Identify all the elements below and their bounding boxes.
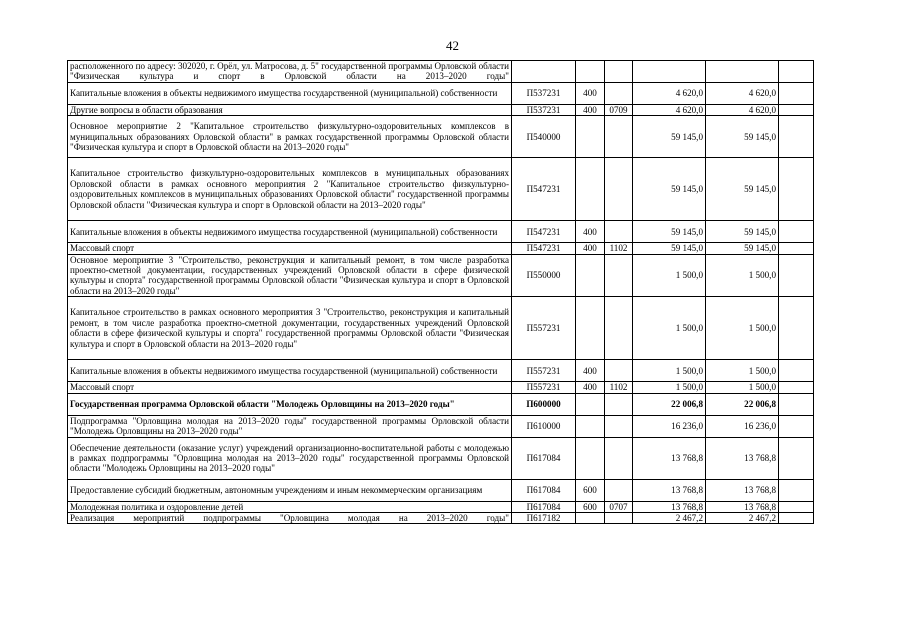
row-expense-type bbox=[576, 437, 605, 479]
row-name: Капитальные вложения в объекты недвижимого имущества государственной (муниципальной) собственности bbox=[68, 221, 512, 243]
table-row bbox=[68, 513, 814, 524]
row-expense-type: 400 bbox=[576, 243, 605, 254]
row-amount-2: 1 500,0 bbox=[706, 382, 779, 393]
row-section bbox=[605, 82, 633, 104]
row-extra bbox=[779, 243, 814, 254]
row-expense-type bbox=[576, 393, 605, 415]
row-amount-1: 4 620,0 bbox=[633, 104, 706, 115]
row-amount-1: 1 500,0 bbox=[633, 360, 706, 382]
row-name: Массовый спорт bbox=[68, 243, 512, 254]
row-code: П610000 bbox=[512, 415, 576, 437]
row-section bbox=[605, 415, 633, 437]
table-row bbox=[68, 437, 814, 479]
row-name: расположенного по адресу: 302020, г. Орёл, ул. Матросова, д. 5" государственной программы Орловской области "Физическая культура и спорт в Орловской области на 2013–2020 годы" bbox=[68, 61, 512, 83]
table-row bbox=[68, 393, 814, 415]
row-code: П557231 bbox=[512, 382, 576, 393]
row-amount-2: 59 145,0 bbox=[706, 116, 779, 158]
row-expense-type bbox=[576, 254, 605, 297]
row-extra bbox=[779, 104, 814, 115]
row-amount-1: 13 768,8 bbox=[633, 501, 706, 512]
row-extra bbox=[779, 382, 814, 393]
row-amount-2: 16 236,0 bbox=[706, 415, 779, 437]
row-amount-1: 13 768,8 bbox=[633, 437, 706, 479]
row-amount-1: 22 006,8 bbox=[633, 393, 706, 415]
row-amount-2: 13 768,8 bbox=[706, 501, 779, 512]
row-expense-type: 400 bbox=[576, 360, 605, 382]
row-expense-type bbox=[576, 116, 605, 158]
row-code: П537231 bbox=[512, 82, 576, 104]
row-amount-2: 59 145,0 bbox=[706, 158, 779, 221]
table-row bbox=[68, 158, 814, 221]
row-expense-type bbox=[576, 513, 605, 524]
row-name: Реализация мероприятий подпрограммы "Орловщина молодая на 2013–2020 годы" bbox=[68, 513, 512, 524]
page-number: 42 bbox=[446, 38, 459, 53]
row-code: П617084 bbox=[512, 501, 576, 512]
row-amount-1: 2 467,2 bbox=[633, 513, 706, 524]
row-extra bbox=[779, 61, 814, 83]
row-section bbox=[605, 254, 633, 297]
row-expense-type: 400 bbox=[576, 82, 605, 104]
row-code: П540000 bbox=[512, 116, 576, 158]
row-section bbox=[605, 393, 633, 415]
row-name: Капитальное строительство в рамках основного мероприятия 3 "Строительство, реконструкция и капитальный ремонт, в том числе разработка проектно-сметной документации, государственных учреждений Орловской области в сфере физической культуры и спорта" государственной программы Орловской области "Физическая культура и спорт в Орловской области на 2013–2020 годы" bbox=[68, 297, 512, 360]
row-name: Другие вопросы в области образования bbox=[68, 104, 512, 115]
table-row bbox=[68, 415, 814, 437]
table-row bbox=[68, 254, 814, 297]
row-expense-type bbox=[576, 61, 605, 83]
row-amount-2: 13 768,8 bbox=[706, 437, 779, 479]
row-extra bbox=[779, 415, 814, 437]
row-extra bbox=[779, 501, 814, 512]
row-extra bbox=[779, 254, 814, 297]
row-amount-1: 59 145,0 bbox=[633, 221, 706, 243]
row-amount-2: 1 500,0 bbox=[706, 254, 779, 297]
row-code: П547231 bbox=[512, 221, 576, 243]
row-amount-1: 1 500,0 bbox=[633, 382, 706, 393]
row-amount-1: 59 145,0 bbox=[633, 116, 706, 158]
row-name: Капитальные вложения в объекты недвижимого имущества государственной (муниципальной) собственности bbox=[68, 82, 512, 104]
row-code: П547231 bbox=[512, 243, 576, 254]
row-code: П617084 bbox=[512, 437, 576, 479]
row-extra bbox=[779, 116, 814, 158]
row-expense-type: 600 bbox=[576, 501, 605, 512]
row-section bbox=[605, 221, 633, 243]
row-amount-2: 22 006,8 bbox=[706, 393, 779, 415]
row-code: П600000 bbox=[512, 393, 576, 415]
row-name: Обеспечение деятельности (оказание услуг) учреждений организационно-воспитательной работы с молодежью в рамках подпрограммы "Орловщина молодая на 2013–2020 годы" государственной программы Орловской области "Молодежь Орловщины на 2013–2020 годы" bbox=[68, 437, 512, 479]
table-row bbox=[68, 479, 814, 501]
row-name: Государственная программа Орловской области "Молодежь Орловщины на 2013–2020 годы" bbox=[68, 393, 512, 415]
table-row bbox=[68, 116, 814, 158]
table-row bbox=[68, 61, 814, 83]
row-amount-2: 4 620,0 bbox=[706, 82, 779, 104]
table-row bbox=[68, 297, 814, 360]
row-expense-type: 400 bbox=[576, 382, 605, 393]
table-row bbox=[68, 360, 814, 382]
row-amount-1: 1 500,0 bbox=[633, 254, 706, 297]
row-extra bbox=[779, 82, 814, 104]
row-expense-type bbox=[576, 158, 605, 221]
row-name: Молодежная политика и оздоровление детей bbox=[68, 501, 512, 512]
row-section bbox=[605, 116, 633, 158]
row-amount-1: 59 145,0 bbox=[633, 243, 706, 254]
row-amount-2: 2 467,2 bbox=[706, 513, 779, 524]
row-section bbox=[605, 61, 633, 83]
table-row bbox=[68, 221, 814, 243]
row-extra bbox=[779, 221, 814, 243]
budget-table bbox=[67, 60, 814, 524]
row-code: П557231 bbox=[512, 360, 576, 382]
row-name: Подпрограмма "Орловщина молодая на 2013–2020 годы" государственной программы Орловской области "Молодежь Орловщины на 2013–2020 годы" bbox=[68, 415, 512, 437]
row-name: Капитальное строительство физкультурно-оздоровительных комплексов в муниципальных образованиях Орловской области в рамках основного мероприятия 2 "Капитальное строительство физкультурно-оздоровительных комплексов в муниципальных образованиях Орловской области" государственной программы Орловской области "Физическая культура и спорт в Орловской области на 2013–2020 годы" bbox=[68, 158, 512, 221]
row-code bbox=[512, 61, 576, 83]
row-code: П617182 bbox=[512, 513, 576, 524]
row-section bbox=[605, 360, 633, 382]
row-section: 0709 bbox=[605, 104, 633, 115]
row-section bbox=[605, 437, 633, 479]
row-amount-2: 59 145,0 bbox=[706, 221, 779, 243]
row-name: Капитальные вложения в объекты недвижимого имущества государственной (муниципальной) собственности bbox=[68, 360, 512, 382]
row-code: П550000 bbox=[512, 254, 576, 297]
row-section bbox=[605, 297, 633, 360]
row-expense-type bbox=[576, 297, 605, 360]
row-extra bbox=[779, 360, 814, 382]
table-row bbox=[68, 243, 814, 254]
row-name: Основное мероприятие 3 "Строительство, реконструкция и капитальный ремонт, в том числе разработка проектно-сметной документации, государственных учреждений Орловской области в сфере физической культуры и спорта" государственной программы Орловской области "Физическая культура и спорт в Орловской области на 2013–2020 годы" bbox=[68, 254, 512, 297]
row-code: П557231 bbox=[512, 297, 576, 360]
row-expense-type bbox=[576, 415, 605, 437]
row-name: Предоставление субсидий бюджетным, автономным учреждениям и иным некоммерческим организациям bbox=[68, 479, 512, 501]
row-amount-1 bbox=[633, 61, 706, 83]
row-extra bbox=[779, 513, 814, 524]
row-section bbox=[605, 158, 633, 221]
row-extra bbox=[779, 437, 814, 479]
row-amount-2 bbox=[706, 61, 779, 83]
row-name: Основное мероприятие 2 "Капитальное строительство физкультурно-оздоровительных комплексов в муниципальных образованиях Орловской области" в рамках государственной программы Орловской области "Физическая культура и спорт в Орловской области на 2013–2020 годы" bbox=[68, 116, 512, 158]
row-amount-1: 1 500,0 bbox=[633, 297, 706, 360]
row-amount-2: 1 500,0 bbox=[706, 297, 779, 360]
row-amount-2: 4 620,0 bbox=[706, 104, 779, 115]
table-row bbox=[68, 82, 814, 104]
row-code: П547231 bbox=[512, 158, 576, 221]
row-amount-1: 59 145,0 bbox=[633, 158, 706, 221]
row-amount-2: 59 145,0 bbox=[706, 243, 779, 254]
row-section bbox=[605, 479, 633, 501]
row-expense-type: 400 bbox=[576, 104, 605, 115]
table-row bbox=[68, 104, 814, 115]
table-row bbox=[68, 382, 814, 393]
row-amount-2: 13 768,8 bbox=[706, 479, 779, 501]
row-extra bbox=[779, 297, 814, 360]
row-name: Массовый спорт bbox=[68, 382, 512, 393]
row-code: П537231 bbox=[512, 104, 576, 115]
row-extra bbox=[779, 479, 814, 501]
row-section: 0707 bbox=[605, 501, 633, 512]
row-section: 1102 bbox=[605, 243, 633, 254]
row-extra bbox=[779, 393, 814, 415]
row-section bbox=[605, 513, 633, 524]
row-expense-type: 600 bbox=[576, 479, 605, 501]
row-extra bbox=[779, 158, 814, 221]
row-amount-2: 1 500,0 bbox=[706, 360, 779, 382]
table-row bbox=[68, 501, 814, 512]
row-code: П617084 bbox=[512, 479, 576, 501]
row-amount-1: 13 768,8 bbox=[633, 479, 706, 501]
row-amount-1: 4 620,0 bbox=[633, 82, 706, 104]
row-section: 1102 bbox=[605, 382, 633, 393]
row-amount-1: 16 236,0 bbox=[633, 415, 706, 437]
row-expense-type: 400 bbox=[576, 221, 605, 243]
